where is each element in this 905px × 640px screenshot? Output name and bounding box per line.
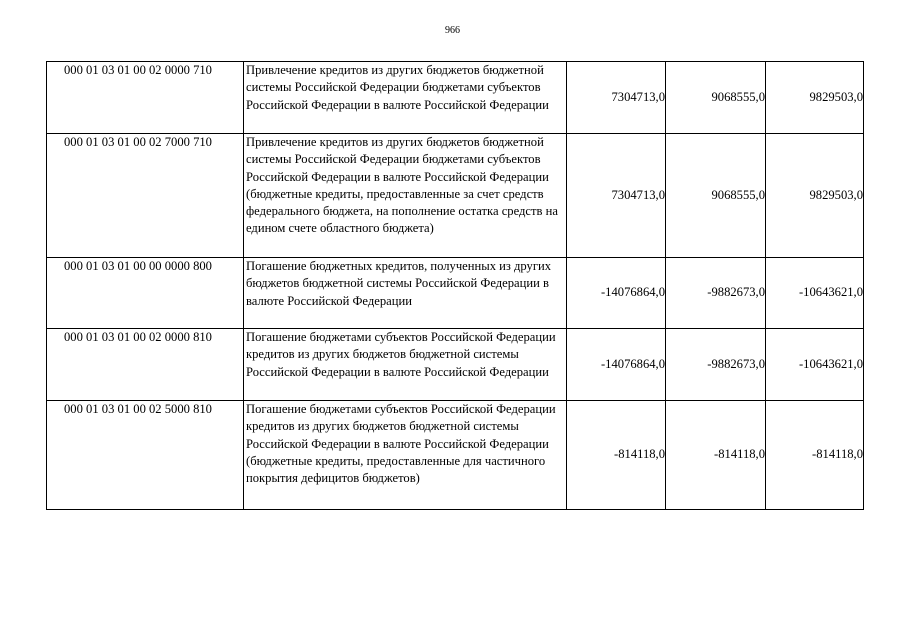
amount-cell-year-1: 7304713,0 bbox=[567, 134, 666, 258]
amount-cell-year-3: -10643621,0 bbox=[766, 329, 864, 401]
amount-cell-year-3: -10643621,0 bbox=[766, 258, 864, 329]
description-cell: Привлечение кредитов из других бюджетов бюджетной системы Российской Федерации бюджетами субъектов Российской Федерации в валюте Российской Федерации bbox=[244, 62, 567, 134]
amount-cell-year-2: -9882673,0 bbox=[666, 258, 766, 329]
amount-cell-year-1: -814118,0 bbox=[567, 401, 666, 510]
budget-code-cell: 000 01 03 01 00 02 5000 810 bbox=[47, 401, 244, 510]
amount-cell-year-1: -14076864,0 bbox=[567, 329, 666, 401]
amount-cell-year-1: 7304713,0 bbox=[567, 62, 666, 134]
description-cell: Погашение бюджетных кредитов, полученных из других бюджетов бюджетной системы Российской Федерации в валюте Российской Федерации bbox=[244, 258, 567, 329]
table-row bbox=[47, 258, 864, 329]
budget-code-cell: 000 01 03 01 00 02 0000 810 bbox=[47, 329, 244, 401]
table-row bbox=[47, 134, 864, 258]
amount-cell-year-3: 9829503,0 bbox=[766, 134, 864, 258]
amount-cell-year-1: -14076864,0 bbox=[567, 258, 666, 329]
amount-cell-year-2: -9882673,0 bbox=[666, 329, 766, 401]
budget-code-cell: 000 01 03 01 00 02 7000 710 bbox=[47, 134, 244, 258]
table-row bbox=[47, 329, 864, 401]
amount-cell-year-3: 9829503,0 bbox=[766, 62, 864, 134]
amount-cell-year-2: -814118,0 bbox=[666, 401, 766, 510]
budget-code-cell: 000 01 03 01 00 00 0000 800 bbox=[47, 258, 244, 329]
description-cell: Привлечение кредитов из других бюджетов бюджетной системы Российской Федерации бюджетами субъектов Российской Федерации в валюте Российской Федерации (бюджетные кредиты, предоставленные за счет средств федерального бюджета, на пополнение остатка средств на едином счете областного бюджета) bbox=[244, 134, 567, 258]
budget-sources-table bbox=[46, 61, 864, 510]
amount-cell-year-2: 9068555,0 bbox=[666, 134, 766, 258]
page-number: 966 bbox=[445, 25, 460, 36]
description-cell: Погашение бюджетами субъектов Российской Федерации кредитов из других бюджетов бюджетной системы Российской Федерации в валюте Российской Федерации (бюджетные кредиты, предоставленные для частичного покрытия дефицитов бюджетов) bbox=[244, 401, 567, 510]
budget-code-cell: 000 01 03 01 00 02 0000 710 bbox=[47, 62, 244, 134]
description-cell: Погашение бюджетами субъектов Российской Федерации кредитов из других бюджетов бюджетной системы Российской Федерации в валюте Российской Федерации bbox=[244, 329, 567, 401]
table-row bbox=[47, 62, 864, 134]
amount-cell-year-3: -814118,0 bbox=[766, 401, 864, 510]
table-row bbox=[47, 401, 864, 510]
amount-cell-year-2: 9068555,0 bbox=[666, 62, 766, 134]
